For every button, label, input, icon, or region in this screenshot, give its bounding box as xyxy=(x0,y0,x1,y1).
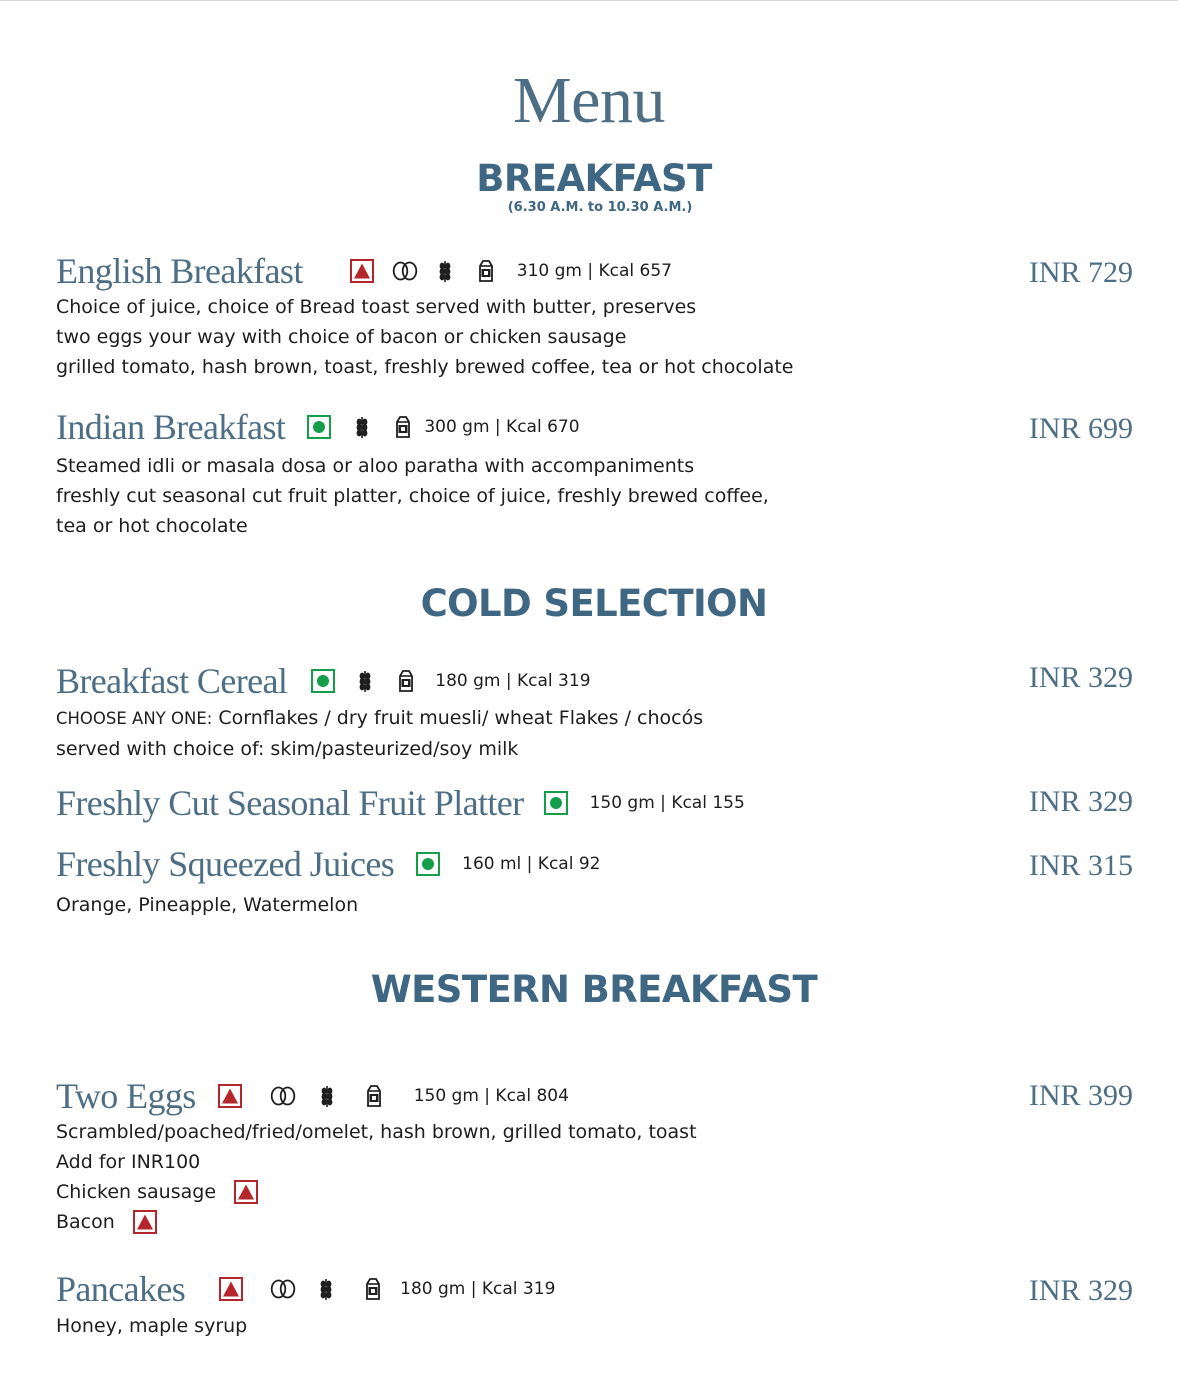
egg-icon xyxy=(269,1277,297,1301)
dairy-icon xyxy=(392,415,414,439)
menu-item-indian-breakfast[interactable] xyxy=(56,406,580,448)
gluten-icon xyxy=(437,259,453,283)
addon-row xyxy=(56,1177,697,1207)
addon-title: Add for INR100 xyxy=(56,1151,201,1173)
menu-item-squeezed-juices[interactable] xyxy=(56,843,600,885)
veg-icon xyxy=(311,669,335,693)
section-title-cold-selection: COLD SELECTION xyxy=(420,582,768,625)
non-veg-icon xyxy=(133,1210,157,1234)
item-name: Breakfast Cereal xyxy=(56,661,288,701)
item-name: English Breakfast xyxy=(56,251,303,291)
section-title-western-breakfast: WESTERN BREAKFAST xyxy=(370,968,818,1011)
menu-item-english-breakfast[interactable] xyxy=(56,250,672,292)
description-line: Choice of juice, choice of Bread toast served with butter, preserves xyxy=(56,296,697,318)
item-weight: 300 gm | Kcal 670 xyxy=(424,417,580,437)
item-description xyxy=(56,890,358,920)
menu-item-pancakes[interactable] xyxy=(56,1268,555,1310)
item-weight: 150 gm | Kcal 155 xyxy=(589,793,745,813)
veg-icon xyxy=(544,791,568,815)
item-description xyxy=(56,292,794,382)
non-veg-icon xyxy=(219,1277,243,1301)
menu-item-fruit-platter[interactable] xyxy=(56,782,745,824)
addon-label: Chicken sausage xyxy=(56,1181,217,1203)
item-description xyxy=(56,1117,697,1237)
menu-item-breakfast-cereal[interactable] xyxy=(56,660,591,702)
addon-row xyxy=(56,1207,697,1237)
egg-icon xyxy=(269,1084,297,1108)
choose-options: Cornflakes / dry fruit muesli/ wheat Flakes / chocós xyxy=(212,707,704,729)
description-line: Scrambled/poached/fried/omelet, hash brown, grilled tomato, toast xyxy=(56,1121,697,1143)
dairy-icon xyxy=(362,1277,384,1301)
gluten-icon xyxy=(354,415,370,439)
item-price: INR 699 xyxy=(1028,412,1133,445)
description-line: served with choice of: skim/pasteurized/soy milk xyxy=(56,738,519,760)
menu-item-two-eggs[interactable] xyxy=(56,1075,569,1117)
veg-icon xyxy=(307,415,331,439)
description-line: freshly cut seasonal cut fruit platter, choice of juice, freshly brewed coffee, xyxy=(56,485,769,507)
item-name: Indian Breakfast xyxy=(56,407,286,447)
item-price: INR 329 xyxy=(1028,661,1133,694)
non-veg-icon xyxy=(218,1084,242,1108)
dairy-icon xyxy=(475,259,497,283)
dairy-icon xyxy=(395,669,417,693)
item-price: INR 329 xyxy=(1028,1274,1133,1307)
description-line: grilled tomato, hash brown, toast, freshly brewed coffee, tea or hot chocolate xyxy=(56,356,794,378)
description-line: two eggs your way with choice of bacon or chicken sausage xyxy=(56,326,627,348)
description-line: Orange, Pineapple, Watermelon xyxy=(56,894,359,916)
description-line: tea or hot chocolate xyxy=(56,515,248,537)
item-name: Freshly Squeezed Juices xyxy=(56,844,395,884)
description-line: Honey, maple syrup xyxy=(56,1315,248,1337)
item-description xyxy=(56,451,769,541)
item-weight: 310 gm | Kcal 657 xyxy=(516,261,672,281)
choose-label: CHOOSE ANY ONE: xyxy=(56,709,213,728)
item-price: INR 329 xyxy=(1028,785,1133,818)
egg-icon xyxy=(391,259,419,283)
item-price: INR 399 xyxy=(1028,1079,1133,1112)
item-weight: 180 gm | Kcal 319 xyxy=(400,1279,556,1299)
item-name: Pancakes xyxy=(56,1269,186,1309)
veg-icon xyxy=(416,852,440,876)
item-weight: 150 gm | Kcal 804 xyxy=(413,1086,569,1106)
item-weight: 160 ml | Kcal 92 xyxy=(462,854,601,874)
item-price: INR 315 xyxy=(1028,849,1133,882)
item-description xyxy=(56,1311,247,1341)
top-divider xyxy=(0,0,1178,1)
item-description xyxy=(56,703,703,764)
breakfast-hours: (6.30 A.M. to 10.30 A.M.) xyxy=(507,200,693,215)
gluten-icon xyxy=(319,1084,335,1108)
menu-title: Menu xyxy=(513,64,665,137)
gluten-icon xyxy=(318,1277,334,1301)
addon-label: Bacon xyxy=(56,1211,115,1233)
dairy-icon xyxy=(363,1084,385,1108)
non-veg-icon xyxy=(234,1180,258,1204)
item-name: Freshly Cut Seasonal Fruit Platter xyxy=(56,783,524,823)
section-title-breakfast: BREAKFAST xyxy=(476,157,712,200)
item-price: INR 729 xyxy=(1028,256,1133,289)
gluten-icon xyxy=(357,669,373,693)
description-line xyxy=(56,703,703,734)
description-line: Steamed idli or masala dosa or aloo paratha with accompaniments xyxy=(56,455,695,477)
item-weight: 180 gm | Kcal 319 xyxy=(435,671,591,691)
non-veg-icon xyxy=(350,259,374,283)
item-name: Two Eggs xyxy=(56,1076,196,1116)
